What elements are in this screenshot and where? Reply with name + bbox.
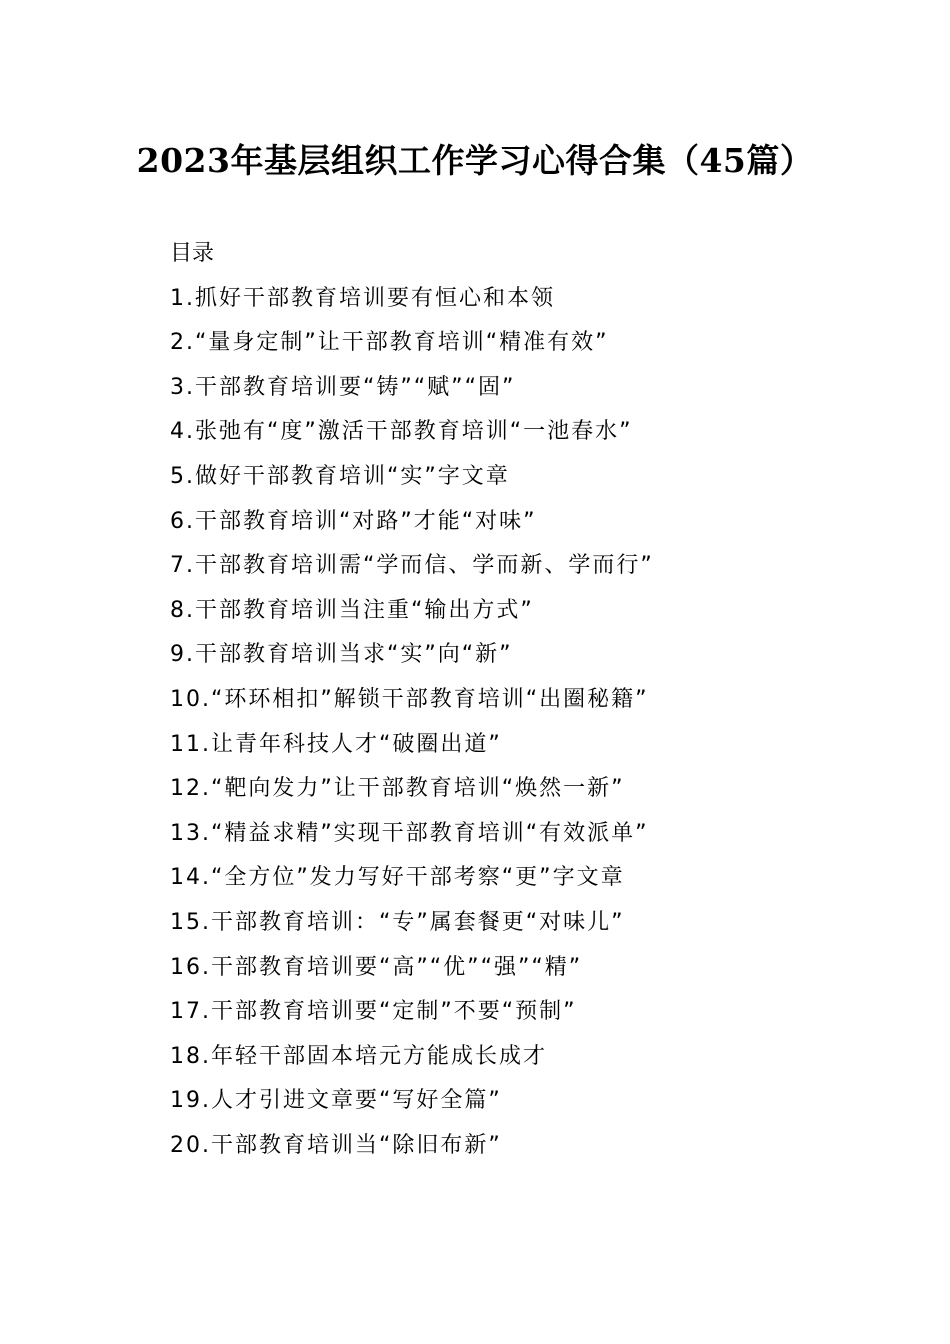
toc-item: 3.干部教育培训要“铸”“赋”“固” [170,374,516,400]
toc-item: 14.“全方位”发力写好干部考察“更”字文章 [170,865,625,891]
toc-item: 4.张弛有“度”激活干部教育培训“一池春水” [170,419,633,445]
toc-item: 12.“靶向发力”让干部教育培训“焕然一新” [170,776,625,802]
toc-item: 5.做好干部教育培训“实”字文章 [170,463,510,489]
toc-item: 15.干部教育培训：“专”属套餐更“对味儿” [170,909,625,935]
toc-item: 9.干部教育培训当求“实”向“新” [170,642,513,668]
toc-item: 16.干部教育培训要“高”“优”“强”“精” [170,954,583,980]
toc-item: 20.干部教育培训当“除旧布新” [170,1132,502,1158]
toc-item: 6.干部教育培训“对路”才能“对味” [170,508,537,534]
toc-item: 17.干部教育培训要“定制”不要“预制” [170,999,577,1025]
toc-item: 11.让青年科技人才“破圈出道” [170,731,502,757]
document-title: 2023年基层组织工作学习心得合集（45篇） [136,141,814,180]
toc-item: 7.干部教育培训需“学而信、学而新、学而行” [170,553,654,579]
toc-item: 8.干部教育培训当注重“输出方式” [170,597,534,623]
toc-item: 2.“量身定制”让干部教育培训“精准有效” [170,330,609,356]
toc-list [170,277,890,1169]
toc-item: 1.抓好干部教育培训要有恒心和本领 [170,285,555,311]
toc-heading: 目录 [170,241,215,266]
toc-item: 13.“精益求精”实现干部教育培训“有效派单” [170,820,649,846]
toc-item: 18.年轻干部固本培元方能成长成才 [170,1043,547,1069]
toc-item: 19.人才引进文章要“写好全篇” [170,1088,502,1114]
table-of-contents [170,232,890,1168]
toc-item: 10.“环环相扣”解锁干部教育培训“出圈秘籍” [170,686,649,712]
